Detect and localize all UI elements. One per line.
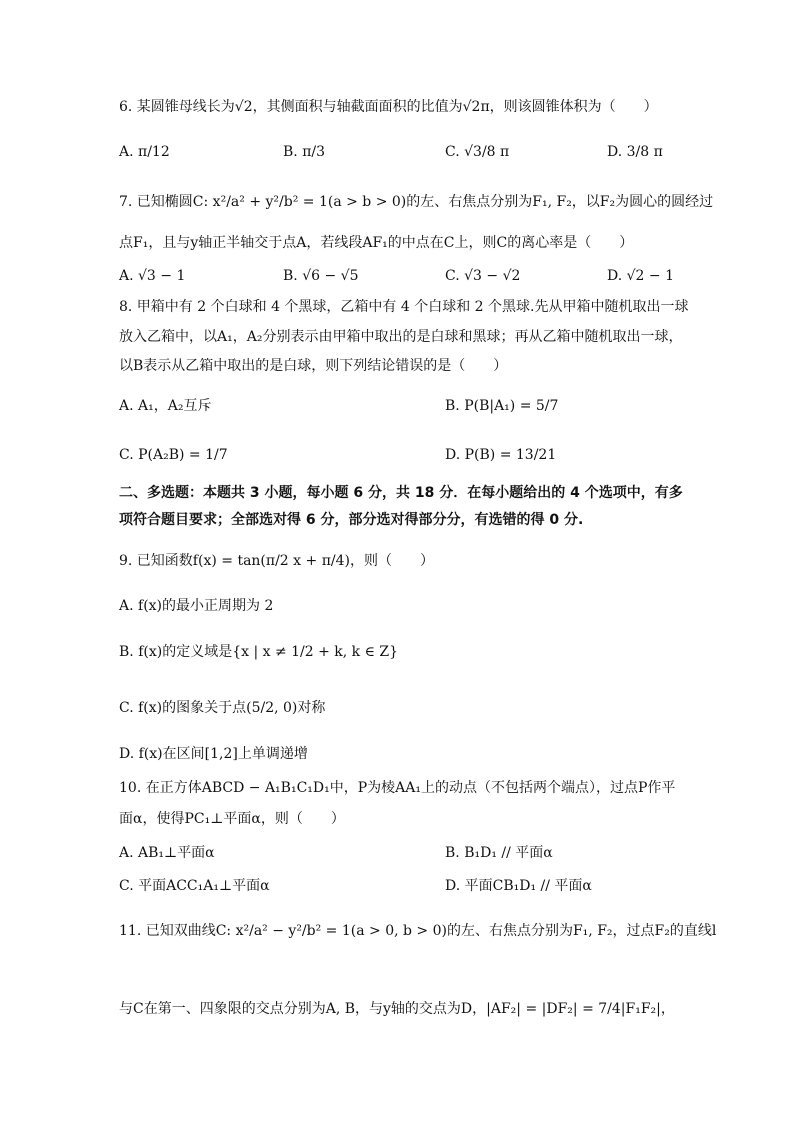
q10-option-b: B. B₁D₁ // 平面α (445, 845, 553, 861)
q8-option-d: D. P(B) = 13/21 (445, 447, 557, 463)
q6-option-a: A. π/12 (119, 144, 170, 160)
q6-option-d: D. 3/8 π (607, 144, 663, 160)
q10-stem-line2: 面α，使得PC₁⊥平面α，则（ ） (119, 811, 345, 827)
q8-option-c: C. P(A₂B) = 1/7 (119, 447, 228, 463)
q6-option-b: B. π/3 (283, 144, 326, 160)
q10-option-c: C. 平面ACC₁A₁⊥平面α (119, 878, 270, 894)
q11-stem-line2: 与C在第一、四象限的交点分别为A, B，与y轴的交点为D，|AF₂| = |DF₂| = 7/4|F₁F₂|， (119, 1001, 675, 1017)
section-header-line1: 二、多选题：本题共 3 小题，每小题 6 分，共 18 分．在每小题给出的 4 个选项中，有多 (119, 485, 683, 501)
q7-stem-line1: 7. 已知椭圆C: x²/a² + y²/b² = 1(a > b > 0)的左、右焦点分别为F₁, F₂，以F₂为圆心的圆经过 (119, 194, 714, 210)
q11-stem-line1: 11. 已知双曲线C: x²/a² − y²/b² = 1(a > 0, b > 0)的左、右焦点分别为F₁, F₂，过点F₂的直线l (119, 923, 717, 939)
q9-stem: 9. 已知函数f(x) = tan(π/2 x + π/4)，则（ ） (119, 553, 434, 569)
q10-stem-line1: 10. 在正方体ABCD − A₁B₁C₁D₁中，P为棱AA₁上的动点（不包括两个端点），过点P作平 (119, 780, 676, 796)
q8-option-a: A. A₁，A₂互斥 (119, 398, 212, 414)
q8-option-b: B. P(B|A₁) = 5/7 (445, 398, 559, 414)
q10-option-a: A. AB₁⊥平面α (119, 845, 215, 861)
q8-stem-line2: 放入乙箱中，以A₁，A₂分别表示由甲箱中取出的是白球和黑球；再从乙箱中随机取出一球， (119, 329, 683, 345)
q7-stem-line2: 点F₁，且与y轴正半轴交于点A，若线段AF₁的中点在C上，则C的离心率是（ ） (119, 235, 634, 251)
q6-stem: 6. 某圆锥母线长为√2，其侧面积与轴截面面积的比值为√2π，则该圆锥体积为（ ） (119, 99, 658, 115)
q8-stem-line1: 8. 甲箱中有 2 个白球和 4 个黑球，乙箱中有 4 个白球和 2 个黑球.先从甲箱中随机取出一球 (119, 299, 689, 315)
q10-option-d: D. 平面CB₁D₁ // 平面α (445, 878, 592, 894)
q6-option-c: C. √3/8 π (445, 144, 510, 160)
q9-option-a: A. f(x)的最小正周期为 2 (119, 598, 274, 614)
q9-option-d: D. f(x)在区间[1,2]上单调递增 (119, 746, 308, 762)
q9-option-c: C. f(x)的图象关于点(5/2, 0)对称 (119, 700, 326, 716)
q8-stem-line3: 以B表示从乙箱中取出的是白球，则下列结论错误的是（ ） (119, 358, 508, 374)
q7-option-b: B. √6 − √5 (283, 268, 359, 284)
section-header-line2: 项符合题目要求；全部选对得 6 分，部分选对得部分分，有选错的得 0 分. (119, 512, 584, 528)
q9-option-b: B. f(x)的定义域是{x | x ≠ 1/2 + k, k ∈ Z} (119, 644, 399, 660)
q7-option-a: A. √3 − 1 (119, 268, 186, 284)
q7-option-c: C. √3 − √2 (445, 268, 521, 284)
q7-option-d: D. √2 − 1 (607, 268, 674, 284)
